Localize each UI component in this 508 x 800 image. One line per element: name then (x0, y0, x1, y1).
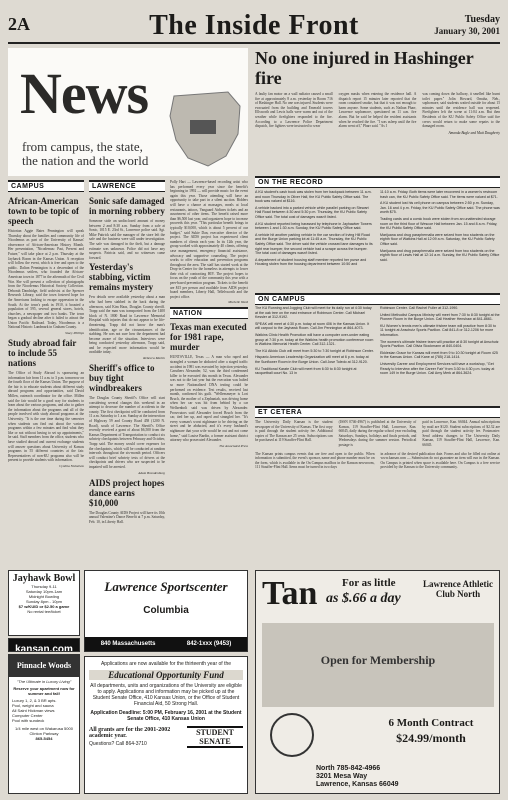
bowl-line: No rental tee/ticket (27, 609, 61, 614)
club-logo-icon (270, 713, 314, 757)
senate-grants: All grants are for the 2001-2002 academic year. (89, 727, 171, 739)
section-campus: CAMPUS (8, 180, 84, 192)
bowl-line: Saturday 10pm-1am (25, 589, 63, 594)
ad-student-senate[interactable] (84, 656, 248, 794)
tan-price: as $.66 a day (326, 591, 401, 606)
ad-sportscenter[interactable] (84, 570, 248, 652)
on-record-right (380, 190, 500, 264)
campus-event: The KU Aikido Club will meet from 5:30 to 7:30 tonight at Robinson Center. (255, 348, 374, 353)
campus-headline-2: Study abroad fair to include 55 nations (8, 338, 77, 369)
bowl-name: Jayhawk Bowl (12, 573, 76, 584)
news-header-box (8, 48, 248, 176)
third-column (170, 180, 248, 451)
nation-author: The Associated Press (219, 443, 248, 448)
lawrence-story-1: Someone stole an undisclosed amount of money between 2 and 8:30 a.m. Sunday from a safe at Sonic, 1015 E. 23rd St., Lawrence police said. Sgt. Mike Pattrick said the manager of the store left the safe and the business were still under investigation. The safe was damaged in the theft, but a damage estimate was unknown. Police did not have any suspects. Patricia said, and no witnesses came forward. (89, 219, 165, 260)
contract-price: $24.99/month (396, 731, 466, 745)
section-et-cetera: ET CETERA (255, 406, 500, 418)
bowl-line: Midnight Bowling (28, 594, 60, 599)
campus-event: Ekklesian Grace for Kansas will meet from 9 to 10:30 tonight at Room 425 in the Kansas Union. Call Kane at (785) 218-1414. (380, 350, 498, 360)
et-cetera-col3: paid in Lawrence, Kan. 66044. Annual subscriptions by mail are $120. Student subscriptions of $2.32 are paid through the student activity fee. Postmaster: Send address changes to The University Daily Kansan, 119 Stauffer-Flint Hall, Lawrence, Kan. 66045. (422, 420, 501, 447)
section-on-the-record: ON THE RECORD (255, 176, 500, 188)
record-item: 11:10 a.m. Friday. Both items were later recovered in a women's restroom trash can, the KU Public Safety Office said. The items were valued at $71. (380, 190, 498, 199)
lead-column-2: oxygen masks when entering the residence hall. A dispatch report 15 minutes later reported that the room contained smoke, but that it was not enough to harm anyone. Some students, such as Nathan Pharr, Lawrence sophomore, questioned on 11 a.m. fire alarm. But he said he helped the resident assistants when he reached the fire. "I was asleep until the fire alarm went off," Pharr said. "As I (338, 92, 417, 129)
campus-event: KU Traditional Karate Club will meet from 6:30 to 8:30 tonight at racquetball court No. 13 in (255, 366, 357, 376)
record-item: A KU student's cash book was stolen from her backpack between 11 a.m. and noon Thursday in Oliver Hall, the KU Public Safety Office said. The book was valued at $116. (255, 190, 372, 204)
pinnacle-tagline: "The Ultimate in Luxury Living" (16, 679, 72, 684)
campus-event: SPEAK will meet at 4:30 p.m. today at room 406 in the Kansas Union. It will carpool to the Jayhawk Room. Call Jim Pennington at 864-4073. (255, 321, 370, 331)
campus-author-2: Cynthia Nickelson (59, 463, 84, 468)
us-kansas-map-icon (168, 86, 244, 170)
sportscenter-address: 840 Massachusetts (100, 641, 156, 647)
bowl-line: $7 w/KUID or $2.50 a game (18, 604, 70, 609)
ad-photo-banner (262, 623, 494, 707)
section-lawrence: LAWRENCE (89, 180, 165, 192)
aids-project-continued: Polly Hart — Lawrence-based recording artist who has performed every year since the benefit's beginning in 1992 — will provide music for the event again this year. Those attending will have an opportunity to take part in a silent auction. Bidders will have a chance at massages, meals at local restaurants, tattoos, Vanguard Airlines tickets and an assortment of other items. The benefit raised more than $6,500 last year, and organizers hope to increase proceeds this year. "This particular benefit brings in typically $10,000, which is about 5 percent of our budget," said Sukie Dan, executive director of the project. The AIDS project has experienced client numbers of clients each year. In its 12th year, the group worked with approximately 40 clients, offering case management, emergency financial assistance, advocacy and supportive counseling. The project works to offer education and prevention programs throughout the area. The staff has started work at the Drop-in Center for the homeless in attempts to lower their risk of contracting HIV. The project hopes to focus on the youth of the community this year with a peer-based prevention program. Tickets to the benefit are $15 per person and available from AIDS project board members, Liberty Hall, Tellelsworth and the project office. (170, 180, 248, 299)
et-cetera-bottom2: in advance of the desired publication date. Forms and also be filled out online at www.kansan.com — Submission do not guarantee an item will run in the Kansan. On Campus is printed when space is available here. On Campus is a free service provided by the Kansan to the University community. (380, 451, 500, 470)
sportscenter-footer (85, 637, 247, 651)
campus-story-1: Historian Aggie Bates Pennington will speak Thursday about the families and community life of Nicodemus as part of the University of Kansas' observance of African-American History Month. Her presentation, "Nicodemus: Past, Present and Future," will take place at 2 p.m. Thursday at the Jayhawk Room in the Kansas Union. A reception will follow the event, which is free and open to the public. Dalton Pennington is a descendant of the Nicodemus settlers, who founded the African-American town in 1877 in the aftermath of the Civil War. She will present a collection of photographs from the Nicodemus Historical Society Collection. Deborah Dandridge, field archivist at the Spencer Research Library, said the town fostered hope for the Americans looking to escape oppression in the South. At the town's peak in 1910, it boasted a population of 595, several general stores, hotels, churches, a newspaper and two banks. The town began a gradual decline after it failed to attract the Union Pacific Railroad. Today, Nicodemus is a National Historic Landmark in Graham County. (8, 229, 84, 330)
club-address-2: Lawrence, Kansas 66049 (316, 781, 399, 788)
et-cetera-col2: (ISSN 0746-4967) is published at the University of Kansas, 119 Stauffer-Flint Hall, Lawrence, Kan. 66045, daily during the regular school year excluding Saturdays, Sundays, holidays and finals periods, and Wednesdays during the summer session. Periodical postage is (338, 420, 417, 447)
ad-athletic-club[interactable] (255, 570, 500, 794)
page-title: The Inside Front (149, 10, 359, 41)
record-item: A department of student housing staff member reported her purse and Housing stolen from the housing department between 10:50 and (255, 257, 367, 267)
club-phone: North 785-842-4966 (316, 765, 381, 772)
club-address-1: 3201 Mesa Way (316, 773, 368, 780)
lead-story (255, 48, 500, 135)
nation-headline: Texas man executed for 1981 rape, murder (170, 322, 247, 353)
news-logo-word: News (20, 61, 149, 126)
contract-label: 6 Month Contract (388, 717, 474, 729)
et-cetera-col1: The University Daily Kansan is the student newspaper of the University of Kansas. The first copy is paid through the student activity fee. Additional copies of The Kansan are 25 cents. Subscriptions can be purchased at 119 Stauffer-Flint Hall. (255, 420, 333, 443)
lead-column-1: A faulty fan motor on a wall radiator caused a small fire at approximately 8 a.m. yesterday in Room 716 of Hashinger Hall. No one was injured. Students were evacuated from the building and Emerald towers Ellsworth and Lewis halls were warm and out of the weather while firefighters responded to the fire. According to a Lawrence Police Department dispatch, fire fighters were instructed to wear (255, 92, 333, 129)
senate-program: Educational Opportunity Fund (89, 670, 243, 680)
pinnacle-feature: All Saint Hickman views (12, 708, 55, 713)
issue-day: Tuesday (464, 14, 500, 25)
bowl-line: Sunday 8pm - 10pm (25, 599, 63, 604)
record-item: Trading cards and a comic book were stolen from an unattended storage room on the third floor of Wescoe Hall between Jan. 15 and 8 a.m. Friday, the KU Public Safety Office said. (380, 216, 498, 231)
senate-body: All departments, units and organizations of the University are eligible to apply. Applications and information may be picked up at the Student Senate Office, 410 Kansas Union, or the Office of Student Financial Aid, 50 Strong Hall. (90, 683, 242, 707)
col3-author-1: Michelle Ward (228, 300, 248, 305)
campus-event: The women's ultimate frisbee team will practice at 8:30 tonight at Anschutz Sports Pavilion. Call Olivia Stockmann at 840-0404. (380, 339, 499, 349)
issue-date: January 30, 2001 (434, 26, 500, 36)
lawrence-headline-3: Sheriff's office to buy tight windbreakers (89, 363, 155, 394)
campus-event: United Methodist Campus Ministry will meet from 7:30 to 8:30 tonight at the Pioneer Room in the Burge Union. Call Heather Henshaw at 841-8661. (380, 312, 500, 322)
senate-logo: STUDENT SENATE (187, 726, 243, 748)
record-item: A vehicle hit another parking vehicle in the car section of Irving Hill Road and the Burge Union parking lot at 11:45 a.m. Thursday, the KU Public Safety Office said. The driver said the vehicle crossed lane damages to its right rear bumper, the second vehicle had a scrape across the bumper. The total cost of damages wasn't listed. (255, 232, 373, 256)
on-record-left (255, 190, 374, 269)
tan-line-2: For as little (342, 577, 396, 589)
lawrence-story-3: The Douglas County Sheriff's Office will start considering several changes this weekend in an attempt to decrease the number of accidents in the county. The first checkpoint will be conducted from 11 a.m. Saturday to 1 a.m. Sunday at the intersection of Highway 59 and County Road 458 (1200 N. Road), south of Lawrence. The Sheriff's Office recently received a grant of about $6,500 from the Kansas Department of Transportation to conduct six sobriety checkpoints between February and October, Trapp said. The money would cover expenses for the checkpoints, which will be conducted at random intervals throughout the six-month period. Officers will conduct brief sobriety tests of drivers at the checkpoints and drivers who are suspected to be impaired will be arrested. (89, 396, 165, 469)
membership-offer: Open for Membership (320, 653, 436, 667)
section-on-campus: ON CAMPUS (255, 293, 500, 305)
campus-event: KU Women's tennis men's ultimate frisbee team will practice from 8:30 to 11 tonight at Anschutz Sports Pavilion. Call 841-8 or 312-1206 for more information. (380, 323, 496, 337)
record-item: Marijuana and drug paraphernalia were seized from two students on the eighth floor of Watkins Hall at 12:09 a.m. Saturday, the KU Public Safety Office said. (380, 232, 495, 246)
lead-column-3: was coming down the hallway, it smelled like burnt toilet paper." Jolin Howard, Omaha, Neb., sophomore, said students waited outside for about 15 minutes until the residence hall was reopened. Firefighters left the scene at 11:04 a.m. But then Residents of the KU Public Safety Office said fire crews would return to make some repairs to the damaged room. (422, 92, 501, 129)
lawrence-headline-1: Sonic safe damaged in morning robbery (89, 196, 165, 216)
lawrence-story-4: The Douglas County AIDS Project will have its 10th annual Valentine's Dance Benefit at 7 p.m. Saturday, Feb. 10, in Liberty Hall. (89, 510, 165, 524)
on-campus-left (255, 306, 374, 378)
campus-column (8, 194, 84, 471)
campus-event: University Career and Employment Services will have a workshop, "Get Ready to Interview after the Career Fair" from 3:30 to 4:30 p.m. today at room 149 in the Burge Union. Call Amy Merk at 864-3624. (380, 361, 495, 376)
on-campus-right (380, 306, 500, 378)
masthead (8, 8, 500, 44)
lawrence-headline-2: Yesterday's stabbing, victim remains mystery (89, 262, 154, 293)
sportscenter-phone: 842-1xxx (9453) (186, 641, 232, 647)
campus-event: Robinson Center. Call Rachel Fuller at 312-1990. (380, 306, 459, 310)
sportscenter-name: Lawrence Sportscenter (104, 579, 228, 594)
lawrence-author-2: Rebecca Martin (143, 356, 165, 361)
nation-story: HUNTSVILLE, Texas — A man who raped and strangled a woman he abducted after a staged traffic accident in 1981 was executed by injection yesterday. Caruthers Alexander, 52, was the third condemned killer to be executed this month in Texas. Alexander was not to die last year but the execution was halted so more Nationalized DNA testing could be performed on evidence. Test results, received last month, confirmed his guilt. "Wellensmeyer is Lori Bruch, the mother of a Zephaniah, was driving home when her car was hit from behind by a car Wellsenbolt said was driven by Alexander. Prosecutors said Alexander forced Bruch from the car, tied her up, and raped and strangled her. "It's every woman's worst nightmare to be driving on the street and be abducted, and it's every husband's nightmare that your wife would be out and not come home," said Louise Bardin, a former assistant district attorney who prosecuted Alexander. (170, 355, 248, 443)
columbia-brand: Columbia (143, 605, 189, 616)
record-item: Marijuana and drug paraphernalia were seized from two students on the eighth floor of Lewis Hall at 12:14 a.m. Sunday, the KU Public Safety Office said. (380, 248, 500, 262)
athletic-club-name: Lawrence Athletic Club North (422, 579, 494, 599)
lawrence-headline-4: AIDS project hopes dance earns $10,000 (89, 477, 165, 508)
pinnacle-feature: Pool with sundeck (12, 718, 45, 723)
campus-headline-1: African-American town to be topic of speech (8, 196, 79, 226)
pinnacle-feature: Computer Center (12, 713, 43, 718)
pinnacle-feature: Pool, weight and sauna (12, 703, 54, 708)
senate-intro: Applications are now available for the thirteenth year of the (100, 661, 232, 667)
et-cetera-block (255, 420, 500, 470)
campus-event: The KU Running and Jogging Club will meet for its daily run at 4:30 today at the oak tree on the east entrance of Robinson Center. Call Michael Kessler at 312-9192. (255, 306, 372, 320)
pinnacle-feature: Luxury 1, 2, & 3 BR apts. (12, 698, 57, 703)
pinnacle-address: 1/4 mile west on Wakarusa 5000 Clinton Parkway (15, 726, 73, 736)
tan-word: Tan (262, 575, 318, 612)
club-contact (316, 765, 496, 789)
kansan-site-label: kansan.com (15, 644, 73, 652)
record-item: A KU student lost his cell phone on campus between 2:50 p.m. Sunday, Jan. 16 and 4 p.m. Friday, the KU Public Safety Office said. The phone was worth $75. (380, 201, 500, 215)
lawrence-column (89, 194, 165, 524)
campus-author-1: Stacy Phillips (65, 331, 84, 336)
news-subtitle: from campus, the state, the nation and the world (22, 139, 149, 168)
pinnacle-phone: 865-5454 (35, 736, 53, 741)
lawrence-author-3: Adam Brandenburg (138, 470, 165, 475)
pinnacle-reserve: Reserve your apartment now for summer and fall! (13, 686, 75, 696)
bowl-line: Thursday 9-11 (31, 584, 57, 589)
campus-story-2: The Office of Study Abroad is sponsoring an information fair from 11 a.m. to 3 p.m. tomorrow on the fourth floor of the Kansas Union. The purpose of the fair is to educate students about different study abroad programs and opportunities, said David Millen, outreach coordinator for the office. Millen said the fair would be a good way for students to learn about the various programs, and also to gather the information about the programs and all of the people involved with study abroad programs at the University. "It is the one time during the semester when students can find out about the various programs within a few minutes and find what they like or not without having to set up appointments," he said. Staff members from the office, students who have studied abroad and current exchange students will answer questions about University of Kansas programs in 55 different countries at the fair. Representatives of non-KU programs also will be present to provide students with information. (8, 371, 84, 463)
campus-event: Watkins Clinic Health Promotion will have a computer over-under eating group at 7:30 p.m. today at the Watkins health promotion conference room in Watkins Memorial Health Center. Call 312-1321. (255, 332, 374, 347)
et-cetera-bottom1: The Kansan prints campus events that are free and open to the public. When information is submitted, the event's sponsor, name and phone number must be on the form, which is available in the On Campus mailbox in the Kansan newsroom, 111 Stauffer-Flint Hall. Items must be turned in two days (255, 451, 375, 470)
record-item: A vehicle backed into a parked vehicle while parallel parking on Stewart Hall Road between 4:30 and 5:30 p.m. Thursday, the KU Public Safety Office said. The total cost of damages wasn't listed. (255, 205, 369, 219)
senate-questions: Questions? Call 864-3710 (89, 741, 147, 747)
lead-headline: No one injured in Hashinger fire (255, 48, 474, 88)
page-number: 2A (8, 14, 30, 34)
section-nation: NATION (170, 307, 248, 319)
record-item: A KU student reported being harassed by telephone in Jayhawker Towers between 1 and 1:30 a.m. Sunday, the KU Public Safety Office said. (255, 221, 372, 231)
pinnacle-logo: Pinnacle Woods (9, 655, 79, 677)
campus-event: Hispanic American Leadership Organization will meet at 6 p.m. today at the Sunflower Room in the Burge Union. Call Jose Toledo at 312-9120. (255, 355, 369, 364)
lawrence-story-2: Few details were available yesterday about a man who had been stabbed in the back during the afternoon, said Kim Haas, Douglas County sheriff. Trapp said the man was transported from the 1400 block of N. 1800 Road in Lawrence Memorial Hospital with injuries that do not appear to be life-threatening. Trapp did not know the man's identification, age or the circumstances of the stabbing. He was not sure how the department had become aware of the situation. Interviews were being conducted yesterday afternoon, Trapp said, and he expected more information would be available today. (89, 295, 165, 355)
ad-kansan-link[interactable] (8, 638, 80, 652)
lead-byline: Amanda Bugle and Matt Daugherty (448, 130, 500, 135)
ad-pinnacle-woods[interactable] (8, 654, 80, 794)
ad-jayhawk-bowl[interactable] (8, 570, 80, 636)
senate-deadline: Application Deadline: 5:00 PM, February 16, 2001 at the Student Senate Office, 410 Kansas Union (90, 710, 242, 722)
